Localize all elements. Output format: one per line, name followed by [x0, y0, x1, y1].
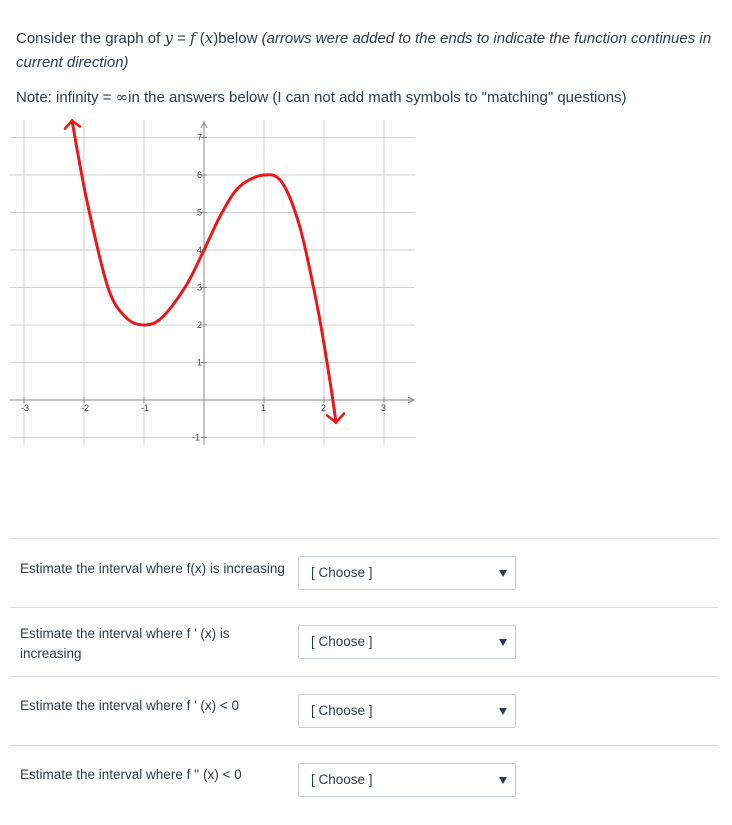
question-4-select-value: [ Choose ] [311, 772, 373, 787]
question-row-4 [10, 745, 718, 814]
x-tick-label: -2 [81, 403, 90, 413]
equation-equals: = [172, 30, 191, 47]
x-tick-label: 2 [321, 403, 327, 413]
function-graph [10, 118, 420, 448]
question-3-text: Estimate the interval where f ' (x) < 0 [20, 698, 240, 713]
question-2-text: Estimate the interval where f ' (x) is increasing [20, 626, 230, 661]
y-tick-label: 6 [197, 170, 203, 180]
infinity-symbol: ∞ [115, 88, 129, 106]
intro-after: below [218, 30, 262, 47]
y-tick-label: 2 [197, 320, 203, 330]
question-3-select-value: [ Choose ] [311, 703, 373, 718]
equation-x: x [204, 29, 214, 47]
grid-lines [10, 120, 415, 445]
axes [10, 122, 414, 445]
intro-italic-note: (arrows were added to the ends to indicate the function continues in current direction) [16, 30, 712, 71]
y-tick-label: 7 [197, 132, 203, 143]
note-suffix: in the answers below (I can not add math symbols to "matching" questions) [128, 89, 627, 106]
question-2-select-value: [ Choose ] [311, 634, 373, 649]
y-tick-label: 3 [197, 282, 203, 293]
chevron-down-icon [499, 777, 507, 784]
question-3-select[interactable] [298, 694, 516, 728]
y-tick-label: -1 [192, 432, 201, 443]
chevron-down-icon [499, 639, 507, 646]
intro-prefix: Consider the graph of [16, 30, 165, 47]
question-1-select-value: [ Choose ] [311, 565, 373, 580]
chevron-down-icon [499, 708, 507, 715]
question-row-1 [10, 538, 718, 607]
y-tick-label: 4 [197, 245, 203, 255]
question-row-2 [10, 607, 718, 676]
note-prefix: Note: infinity = [16, 89, 116, 106]
y-tick-label: 1 [197, 357, 203, 368]
x-tick-label: -1 [141, 403, 150, 413]
question-4-text: Estimate the interval where f '' (x) < 0 [20, 767, 242, 782]
question-1-text: Estimate the interval where f(x) is increasing [20, 561, 285, 576]
equation-f: f [190, 29, 196, 47]
question-intro [16, 26, 716, 75]
question-2-select[interactable] [298, 625, 516, 659]
x-tick-label: -3 [21, 403, 30, 413]
infinity-note [16, 86, 716, 109]
chevron-down-icon [499, 570, 507, 577]
equation-open-paren: ( [195, 30, 205, 47]
equation-y: y [164, 29, 173, 47]
x-tick-label: 1 [261, 403, 267, 413]
question-row-3 [10, 676, 718, 745]
question-1-select[interactable] [298, 556, 516, 590]
question-4-select[interactable] [298, 763, 516, 797]
y-tick-label: 5 [197, 207, 203, 218]
x-tick-label: 3 [381, 403, 387, 413]
equation-close-paren: ) [213, 30, 219, 47]
